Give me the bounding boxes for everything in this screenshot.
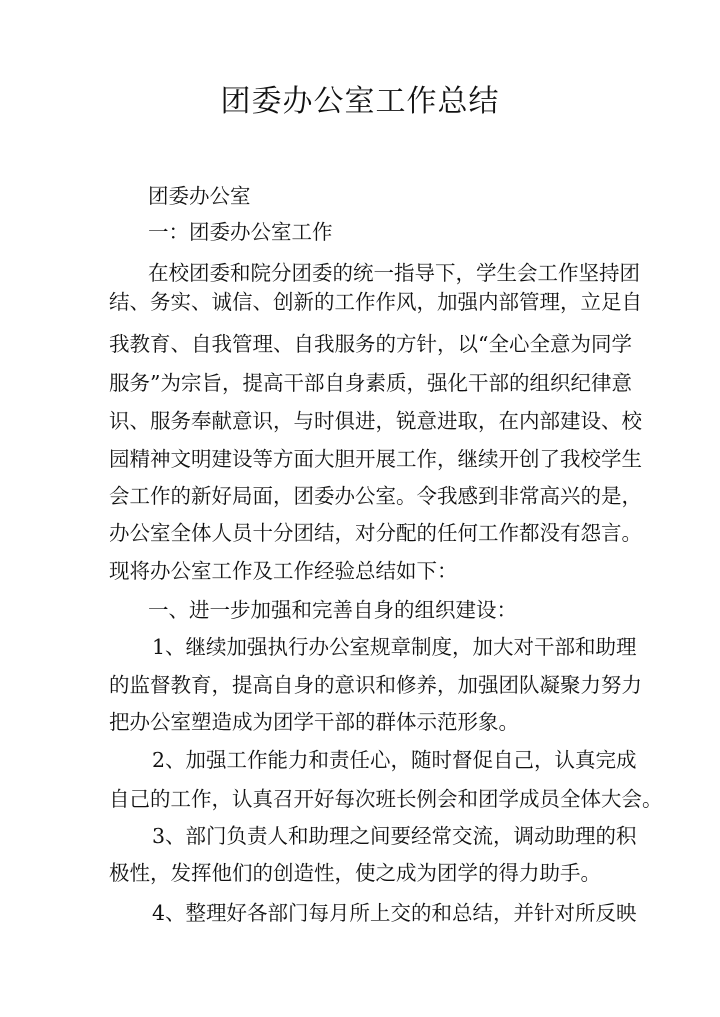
paragraph-line: 的监督教育，提高自身的意识和修养，加强团队凝聚力努力 (109, 673, 642, 697)
section-heading: 一：团委办公室工作 (148, 220, 333, 244)
list-item: 4、整理好各部门每月所上交的和总结，并针对所反映 (152, 901, 637, 925)
paragraph-line: 服务”为宗旨，提高干部自身素质，强化干部的组织纪律意 (109, 371, 632, 395)
paragraph-line: 园精神文明建设等方面大胆开展工作，继续开创了我校学生 (109, 447, 642, 471)
paragraph-line: 把办公室塑造成为团学干部的群体示范形象。 (109, 710, 519, 734)
document-title: 团委办公室工作总结 (220, 84, 500, 119)
section-heading: 一、进一步加强和完善自身的组织建设： (148, 598, 517, 622)
paragraph-line: 团委办公室 (148, 184, 251, 208)
paragraph-line: 自己的工作，认真召开好每次班长例会和团学成员全体大会。 (109, 787, 663, 811)
paragraph-line: 识、服务奉献意识，与时俱进，锐意进取，在内部建设、校 (109, 409, 642, 433)
list-item: 2、加强工作能力和责任心，随时督促自己，认真完成 (152, 748, 637, 772)
paragraph-line: 极性，发挥他们的创造性，使之成为团学的得力助手。 (109, 861, 601, 885)
paragraph-line: 办公室全体人员十分团结，对分配的任何工作都没有怨言。 (109, 521, 642, 545)
paragraph-line: 我教育、自我管理、自我服务的方针，以“全心全意为同学 (109, 332, 632, 356)
paragraph-line: 在校团委和院分团委的统一指导下，学生会工作坚持团 (148, 261, 640, 285)
paragraph-line: 会工作的新好局面，团委办公室。令我感到非常高兴的是， (109, 484, 642, 508)
list-item: 3、部门负责人和助理之间要经常交流，调动助理的积 (152, 824, 637, 848)
paragraph-line: 结、务实、诚信、创新的工作作风，加强内部管理，立足自 (109, 290, 642, 314)
paragraph-line: 现将办公室工作及工作经验总结如下： (109, 559, 458, 583)
list-item: 1、继续加强执行办公室规章制度，加大对干部和助理 (152, 635, 637, 659)
